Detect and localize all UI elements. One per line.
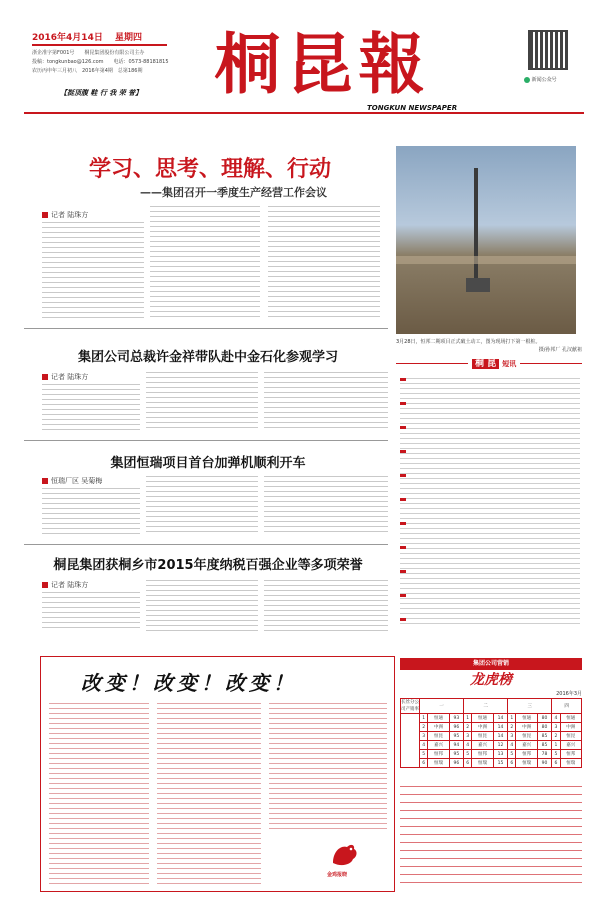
wechat-icon (524, 77, 530, 83)
masthead (14, 25, 586, 120)
briefs-label (468, 356, 520, 369)
section-divider (24, 440, 388, 441)
article-4-byline (42, 580, 88, 590)
article-4-body-col1 (42, 592, 140, 632)
table-cell: 6 (420, 759, 428, 768)
table-cell: 1 (552, 741, 560, 750)
table-cell: 95 (449, 732, 463, 741)
table-cell: 中洲 (428, 723, 449, 732)
article-1-byline (42, 210, 88, 220)
byline-text: 记者 陆珠方 (51, 373, 89, 381)
table-cell: 嘉兴 (560, 741, 581, 750)
info-line: 投稿：tongkunbao@126.com 电话：0573-88181815 (32, 59, 169, 65)
table-cell (401, 714, 420, 768)
table-header-cell: 三 (508, 699, 552, 714)
table-cell: 嘉兴 (516, 741, 537, 750)
honor-table-lines (400, 786, 582, 890)
honor-rows (401, 714, 582, 768)
byline-marker-icon (42, 374, 48, 380)
table-cell: 80 (537, 723, 551, 732)
article-1-body-col2 (150, 206, 260, 320)
article-3-body-col2 (146, 476, 258, 534)
table-cell: 2 (464, 723, 472, 732)
table-cell: 85 (537, 741, 551, 750)
table-cell: 恒瑞 (428, 759, 449, 768)
table-cell: 恒瑞 (516, 759, 537, 768)
table-cell: 3 (420, 732, 428, 741)
byline-marker-icon (42, 582, 48, 588)
table-cell: 3 (552, 723, 560, 732)
table-cell: 6 (464, 759, 472, 768)
table-cell: 1 (420, 714, 428, 723)
rooster-logo-icon (327, 839, 361, 869)
table-cell: 恒瑞 (560, 759, 581, 768)
qr-caption (524, 76, 557, 83)
essay-box (40, 656, 395, 892)
article-1-body-col3 (268, 206, 380, 320)
issue-date (32, 30, 142, 43)
table-cell: 85 (537, 732, 551, 741)
table-cell: 5 (464, 750, 472, 759)
table-cell: 嘉兴 (428, 741, 449, 750)
masthead-info (32, 49, 182, 76)
table-cell: 1 (464, 714, 472, 723)
article-2-title: 集团公司总裁许金祥带队赴中金石化参观学习 (77, 350, 338, 365)
table-cell: 恒昆 (560, 732, 581, 741)
briefs-header (396, 356, 582, 372)
table-cell: 嘉兴 (472, 741, 493, 750)
article-3-byline (42, 476, 102, 486)
briefs-header-suffix: 短讯 (502, 360, 517, 368)
table-cell: 5 (420, 750, 428, 759)
table-cell: 2 (552, 732, 560, 741)
table-cell: 中洲 (516, 723, 537, 732)
honor-header: 集团公司营销 (400, 658, 582, 670)
table-cell: 93 (449, 714, 463, 723)
masthead-divider (24, 112, 584, 114)
slogan: 【挺顶腹 鞋 行 我 荣 誉】 (60, 89, 143, 97)
table-row (401, 759, 582, 768)
essay-title: 改变！改变！改变！ (81, 671, 297, 695)
table-row (401, 723, 582, 732)
article-4-body-col3 (264, 580, 388, 632)
brief-bullets (400, 378, 406, 626)
article-3-body-col1 (42, 488, 140, 534)
table-row (401, 714, 582, 723)
table-cell: 15 (493, 759, 507, 768)
article-3-title: 集团恒瑞项目首台加弹机顺利开车 (110, 456, 306, 471)
table-header-cell: 二 (464, 699, 508, 714)
table-header-cell: 长丝分公司产销率 (401, 700, 419, 712)
qr-code (528, 30, 568, 70)
table-cell: 13 (493, 750, 507, 759)
table-cell: 2 (508, 723, 516, 732)
byline-text: 恒瑞厂区 吴菊梅 (51, 477, 103, 485)
table-cell: 恒邦 (560, 750, 581, 759)
honor-board (400, 658, 582, 890)
briefs-header-box: 桐 昆 (472, 359, 499, 369)
table-cell: 5 (508, 750, 516, 759)
table-header-cell: 一 (420, 699, 464, 714)
masthead-rule (32, 44, 167, 46)
table-header-cell: 四 (552, 699, 582, 714)
table-cell: 恒瑞 (472, 759, 493, 768)
table-cell: 4 (552, 714, 560, 723)
article-1-title: 学习、思考、理解、行动 (88, 157, 331, 182)
table-cell: 1 (508, 714, 516, 723)
table-cell: 恒邦 (428, 750, 449, 759)
table-cell: 96 (449, 723, 463, 732)
photo-credit-text: 摄/孙邦厂 孔汉献祖 (538, 347, 582, 353)
table-row (401, 732, 582, 741)
table-row (401, 741, 582, 750)
honor-table (400, 698, 582, 768)
table-cell: 恒昆 (516, 732, 537, 741)
table-cell: 6 (508, 759, 516, 768)
table-cell: 96 (449, 759, 463, 768)
table-cell: 3 (508, 732, 516, 741)
article-1-photo-caption (396, 338, 582, 354)
table-cell: 78 (537, 750, 551, 759)
photo-caption-text: 3月28日，恒邦二期项目正式破土动工，图为现场打下第一根桩。 (396, 339, 541, 345)
table-cell: 2 (420, 723, 428, 732)
qr-caption-text: 新闻公众号 (531, 77, 557, 83)
table-cell: 4 (464, 741, 472, 750)
byline-marker-icon (42, 478, 48, 484)
table-cell: 恒邦 (472, 750, 493, 759)
table-cell: 恒通 (560, 714, 581, 723)
article-2-body-col2 (146, 372, 258, 432)
honor-year-tag: 2016年3月 (556, 691, 582, 697)
table-cell: 80 (537, 714, 551, 723)
article-4-body-col2 (146, 580, 258, 632)
article-4-title: 桐昆集团获桐乡市2015年度纳税百强企业等多项荣誉 (53, 558, 363, 573)
article-1-subtitle: ——集团召开一季度生产经营工作会议 (140, 186, 327, 199)
table-cell: 14 (493, 714, 507, 723)
info-line: 农历丙申年三月初八 2016年第4期 总第186期 (32, 68, 143, 74)
honor-title: 龙虎榜 (400, 670, 582, 690)
briefs-list (400, 378, 580, 626)
weekday-text: 星期四 (114, 33, 142, 43)
table-cell: 恒通 (428, 714, 449, 723)
table-cell: 14 (493, 723, 507, 732)
table-cell: 恒昆 (428, 732, 449, 741)
brief-item (400, 378, 580, 626)
section-divider (24, 544, 388, 545)
essay-body-col3 (269, 703, 387, 833)
table-cell: 4 (508, 741, 516, 750)
article-1-body-col1 (42, 222, 144, 320)
pile-driver-icon (474, 168, 478, 288)
article-3-body-col3 (264, 476, 388, 534)
date-text: 2016年4月14日 (32, 33, 103, 43)
table-cell: 6 (552, 759, 560, 768)
table-cell: 恒通 (472, 714, 493, 723)
table-cell: 恒通 (516, 714, 537, 723)
table-cell: 14 (493, 732, 507, 741)
table-cell: 恒昆 (472, 732, 493, 741)
table-cell: 3 (464, 732, 472, 741)
table-cell: 94 (449, 741, 463, 750)
table-row (401, 750, 582, 759)
table-cell: 5 (552, 750, 560, 759)
table-header-row (401, 699, 582, 714)
table-cell: 90 (537, 759, 551, 768)
section-divider (24, 328, 388, 329)
table-cell: 中洲 (472, 723, 493, 732)
byline-text: 记者 陆珠方 (51, 211, 89, 219)
essay-body-col2 (157, 703, 261, 885)
table-cell: 95 (449, 750, 463, 759)
byline-text: 记者 陆珠方 (51, 581, 89, 589)
rooster-logo-text: 金鸡报晓 (327, 872, 348, 878)
info-line: 浙企准字第F001号 桐昆集团股份有限公司主办 (32, 50, 145, 56)
article-1-photo (396, 146, 576, 334)
table-cell: 4 (420, 741, 428, 750)
byline-marker-icon (42, 212, 48, 218)
article-2-body-col1 (42, 384, 140, 432)
article-2-byline (42, 372, 88, 382)
table-cell: 12 (493, 741, 507, 750)
newspaper-title: 桐昆報 (214, 25, 431, 103)
essay-body-col1 (49, 703, 149, 885)
newspaper-en: TONGKUN NEWSPAPER (364, 104, 460, 112)
table-cell: 中洲 (560, 723, 581, 732)
article-2-body-col3 (264, 372, 388, 432)
table-cell: 恒邦 (516, 750, 537, 759)
